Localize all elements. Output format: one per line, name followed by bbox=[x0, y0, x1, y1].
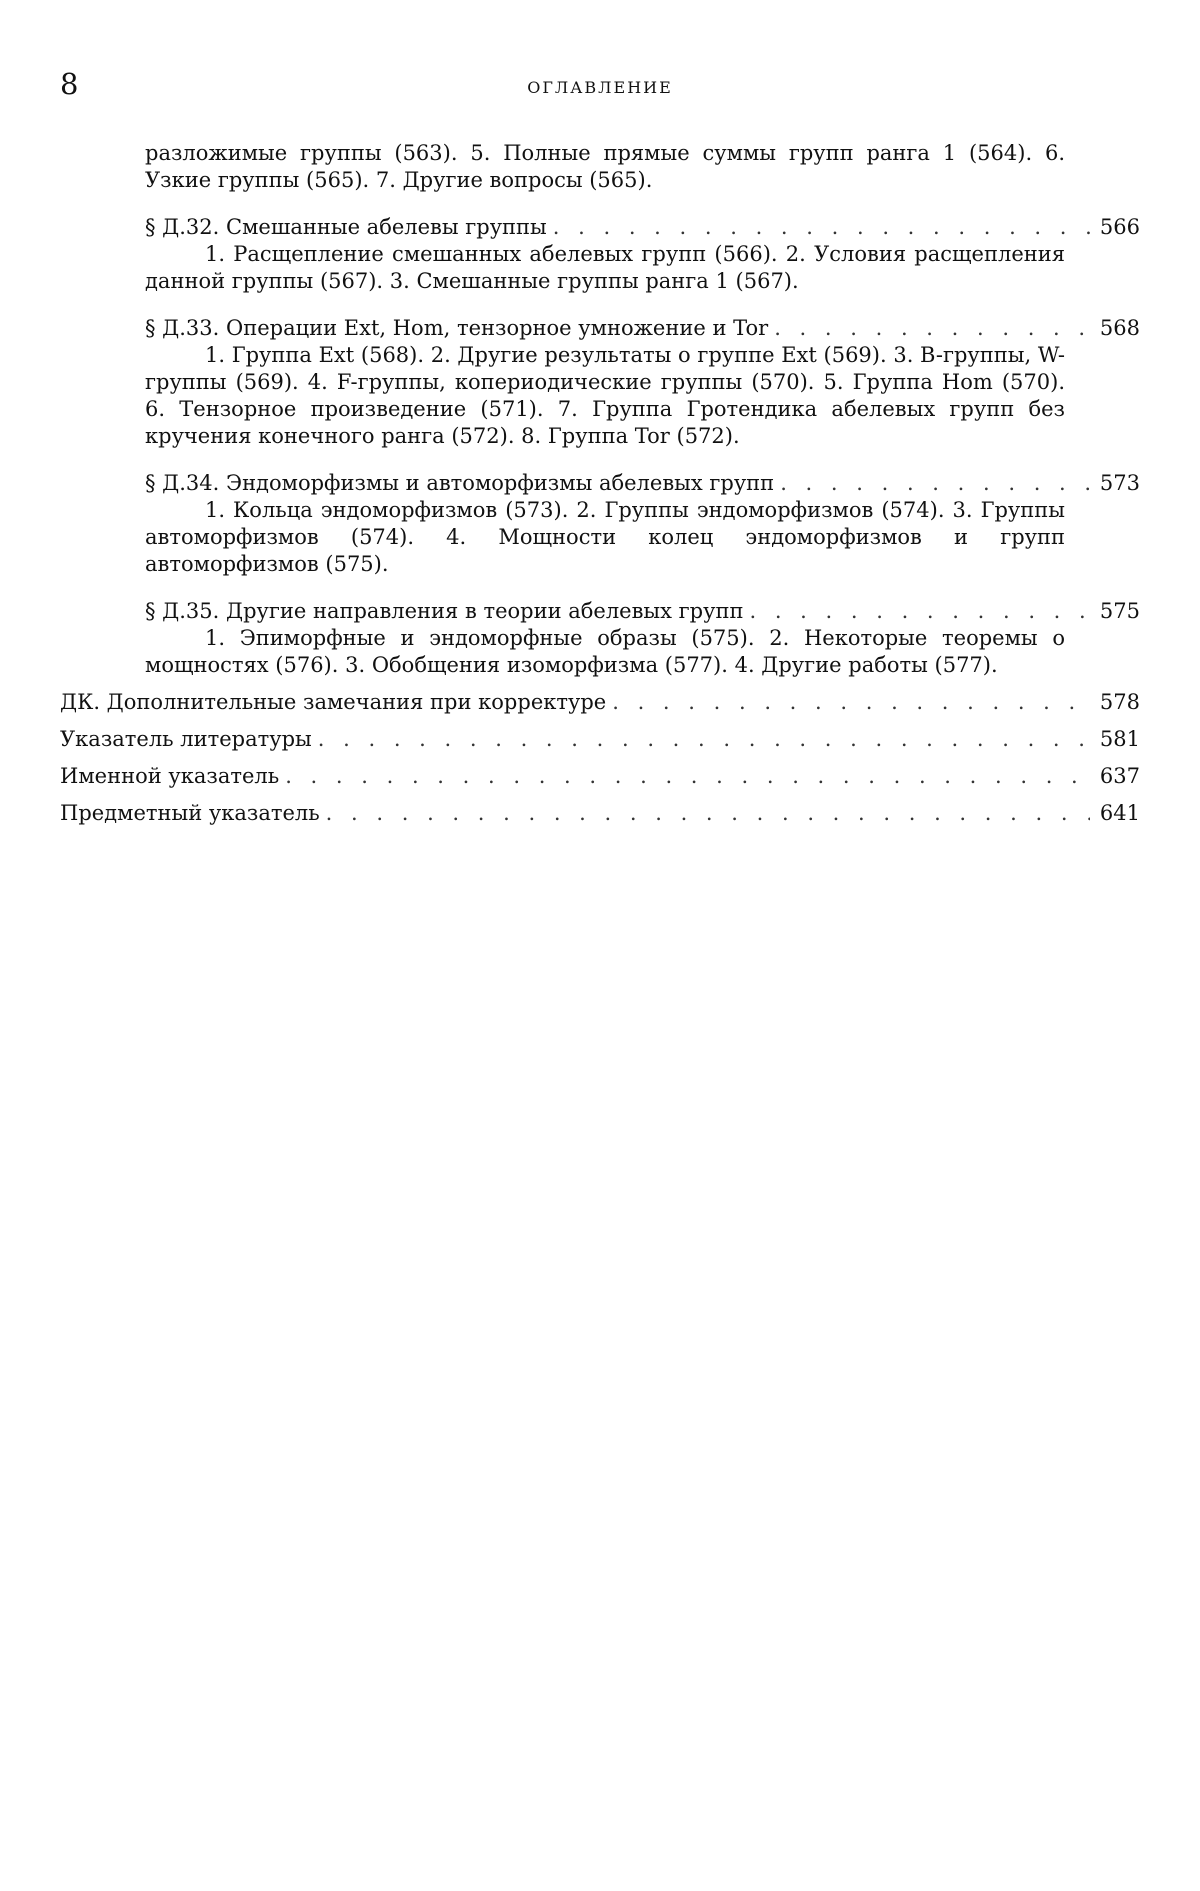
toc-entry-bibliography bbox=[60, 726, 1140, 753]
toc-page-number: 641 bbox=[1099, 801, 1140, 825]
toc-page-number: 578 bbox=[1099, 690, 1140, 714]
leader-dots bbox=[553, 214, 1090, 241]
leader-dots bbox=[749, 598, 1090, 625]
toc-page-number: 566 bbox=[1099, 215, 1140, 239]
leader-dots bbox=[612, 689, 1090, 716]
toc-page-number: 568 bbox=[1099, 316, 1140, 340]
toc-page-number: 573 bbox=[1099, 471, 1140, 495]
toc-section-d35 bbox=[145, 598, 1140, 625]
toc-section-title: § Д.32. Смешанные абелевы группы bbox=[145, 215, 547, 239]
leader-dots bbox=[326, 800, 1090, 827]
toc-section-d33 bbox=[145, 315, 1140, 342]
toc-page-number: 637 bbox=[1099, 764, 1140, 788]
toc-continuation: разложимые группы (563). 5. Полные прямые суммы групп ранга 1 (564). 6. Узкие группы (565). 7. Другие вопросы (565). bbox=[145, 141, 1065, 192]
toc-section-d34 bbox=[145, 470, 1140, 497]
toc-section-d32 bbox=[145, 214, 1140, 241]
toc-section-title: § Д.34. Эндоморфизмы и автоморфизмы абелевых групп bbox=[145, 471, 775, 495]
toc-section-title: § Д.35. Другие направления в теории абелевых групп bbox=[145, 599, 744, 623]
leader-dots bbox=[285, 763, 1090, 790]
toc-entry-title: Предметный указатель bbox=[60, 801, 320, 825]
running-head: ОГЛАВЛЕНИЕ bbox=[527, 78, 673, 97]
toc-entry-corrections bbox=[60, 689, 1140, 716]
toc-section-title: § Д.33. Операции Ext, Hom, тензорное умножение и Tor bbox=[145, 316, 769, 340]
leader-dots bbox=[780, 470, 1090, 497]
toc-page-number: 581 bbox=[1099, 727, 1140, 751]
page-number: 8 bbox=[60, 67, 79, 101]
toc-entry-name-index bbox=[60, 763, 1140, 790]
leader-dots bbox=[774, 315, 1090, 342]
toc-entry-title: Указатель литературы bbox=[60, 727, 312, 751]
toc-entry-subject-index bbox=[60, 800, 1140, 827]
toc-entry-title: Именной указатель bbox=[60, 764, 280, 788]
toc-entry-title: ДК. Дополнительные замечания при корректуре bbox=[60, 690, 607, 714]
leader-dots bbox=[318, 726, 1090, 753]
toc-subtopics: 1. Расщепление смешанных абелевых групп (566). 2. Условия расщепления данной группы (567). 3. Смешанные группы ранга 1 (567). bbox=[145, 242, 1065, 293]
table-of-contents bbox=[60, 140, 1140, 827]
toc-subtopics: 1. Кольца эндоморфизмов (573). 2. Группы эндоморфизмов (574). 3. Группы автоморфизмов (574). 4. Мощности колец эндоморфизмов и групп автоморфизмов (575). bbox=[145, 498, 1065, 576]
toc-subtopics: 1. Группа Ext (568). 2. Другие результаты о группе Ext (569). 3. B-группы, W-группы (569). 4. F-группы, копериодические группы (570). 5. Группа Hom (570). 6. Тензорное произведение (571). 7. Группа Гротендика абелевых групп без кручения конечного ранга (572). 8. Группа Tor (572). bbox=[145, 343, 1065, 448]
toc-page-number: 575 bbox=[1099, 599, 1140, 623]
toc-subtopics: 1. Эпиморфные и эндоморфные образы (575). 2. Некоторые теоремы о мощностях (576). 3. Обобщения изоморфизма (577). 4. Другие работы (577). bbox=[145, 626, 1065, 677]
